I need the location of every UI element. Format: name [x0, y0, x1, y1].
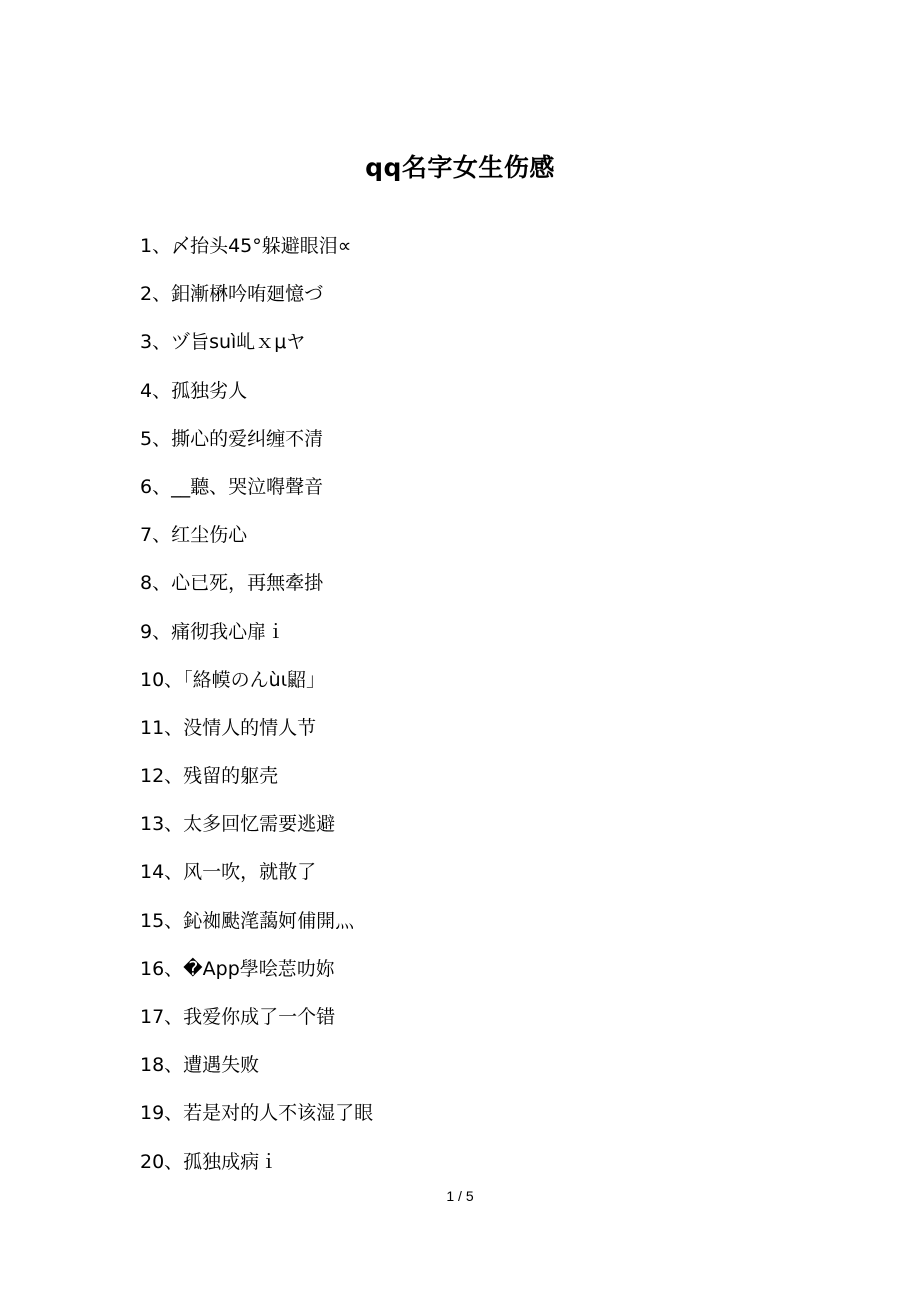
list-item: 2、鈤漸楙吟哊廻憶づ	[140, 283, 324, 306]
name-list	[140, 229, 820, 1193]
list-item: 9、痛彻我心扉ｉ	[140, 620, 286, 643]
list-item: 1、〆抬头45°躲避眼泪∝	[140, 235, 352, 257]
page-number: 1 / 5	[446, 1188, 474, 1204]
list-item: 12、残留的躯壳	[140, 765, 279, 788]
list-item: 8、心已死，再無牽掛	[140, 572, 324, 595]
list-item: 14、风一吹，就散了	[140, 861, 317, 884]
document-title: qq名字女生伤感	[365, 153, 555, 182]
list-item: 15、鈊袽颫滗藹妸俌開灬	[140, 909, 355, 932]
list-item: 16、�App學哙莣叻妳	[140, 957, 335, 980]
list-item: 10、「絡幙のんùι鼦」	[140, 668, 326, 691]
list-item: 18、遭遇失败	[140, 1054, 260, 1077]
list-item: 5、撕心的爱纠缠不清	[140, 427, 324, 450]
list-item: 13、太多回忆需要逃避	[140, 813, 336, 836]
list-item: 4、孤独劣人	[140, 379, 248, 402]
list-item: 19、若是对的人不该湿了眼	[140, 1102, 374, 1125]
list-item: 3、ヅ旨suì乢ｘμヤ	[140, 331, 306, 354]
list-item: 6、__聽、哭泣嘚聲音	[140, 475, 324, 498]
list-item: 17、我爱你成了一个错	[140, 1006, 336, 1028]
list-item: 11、没情人的情人节	[140, 716, 317, 739]
list-item: 20、孤独成病ｉ	[140, 1150, 279, 1173]
list-item: 7、红尘伤心	[140, 524, 248, 547]
